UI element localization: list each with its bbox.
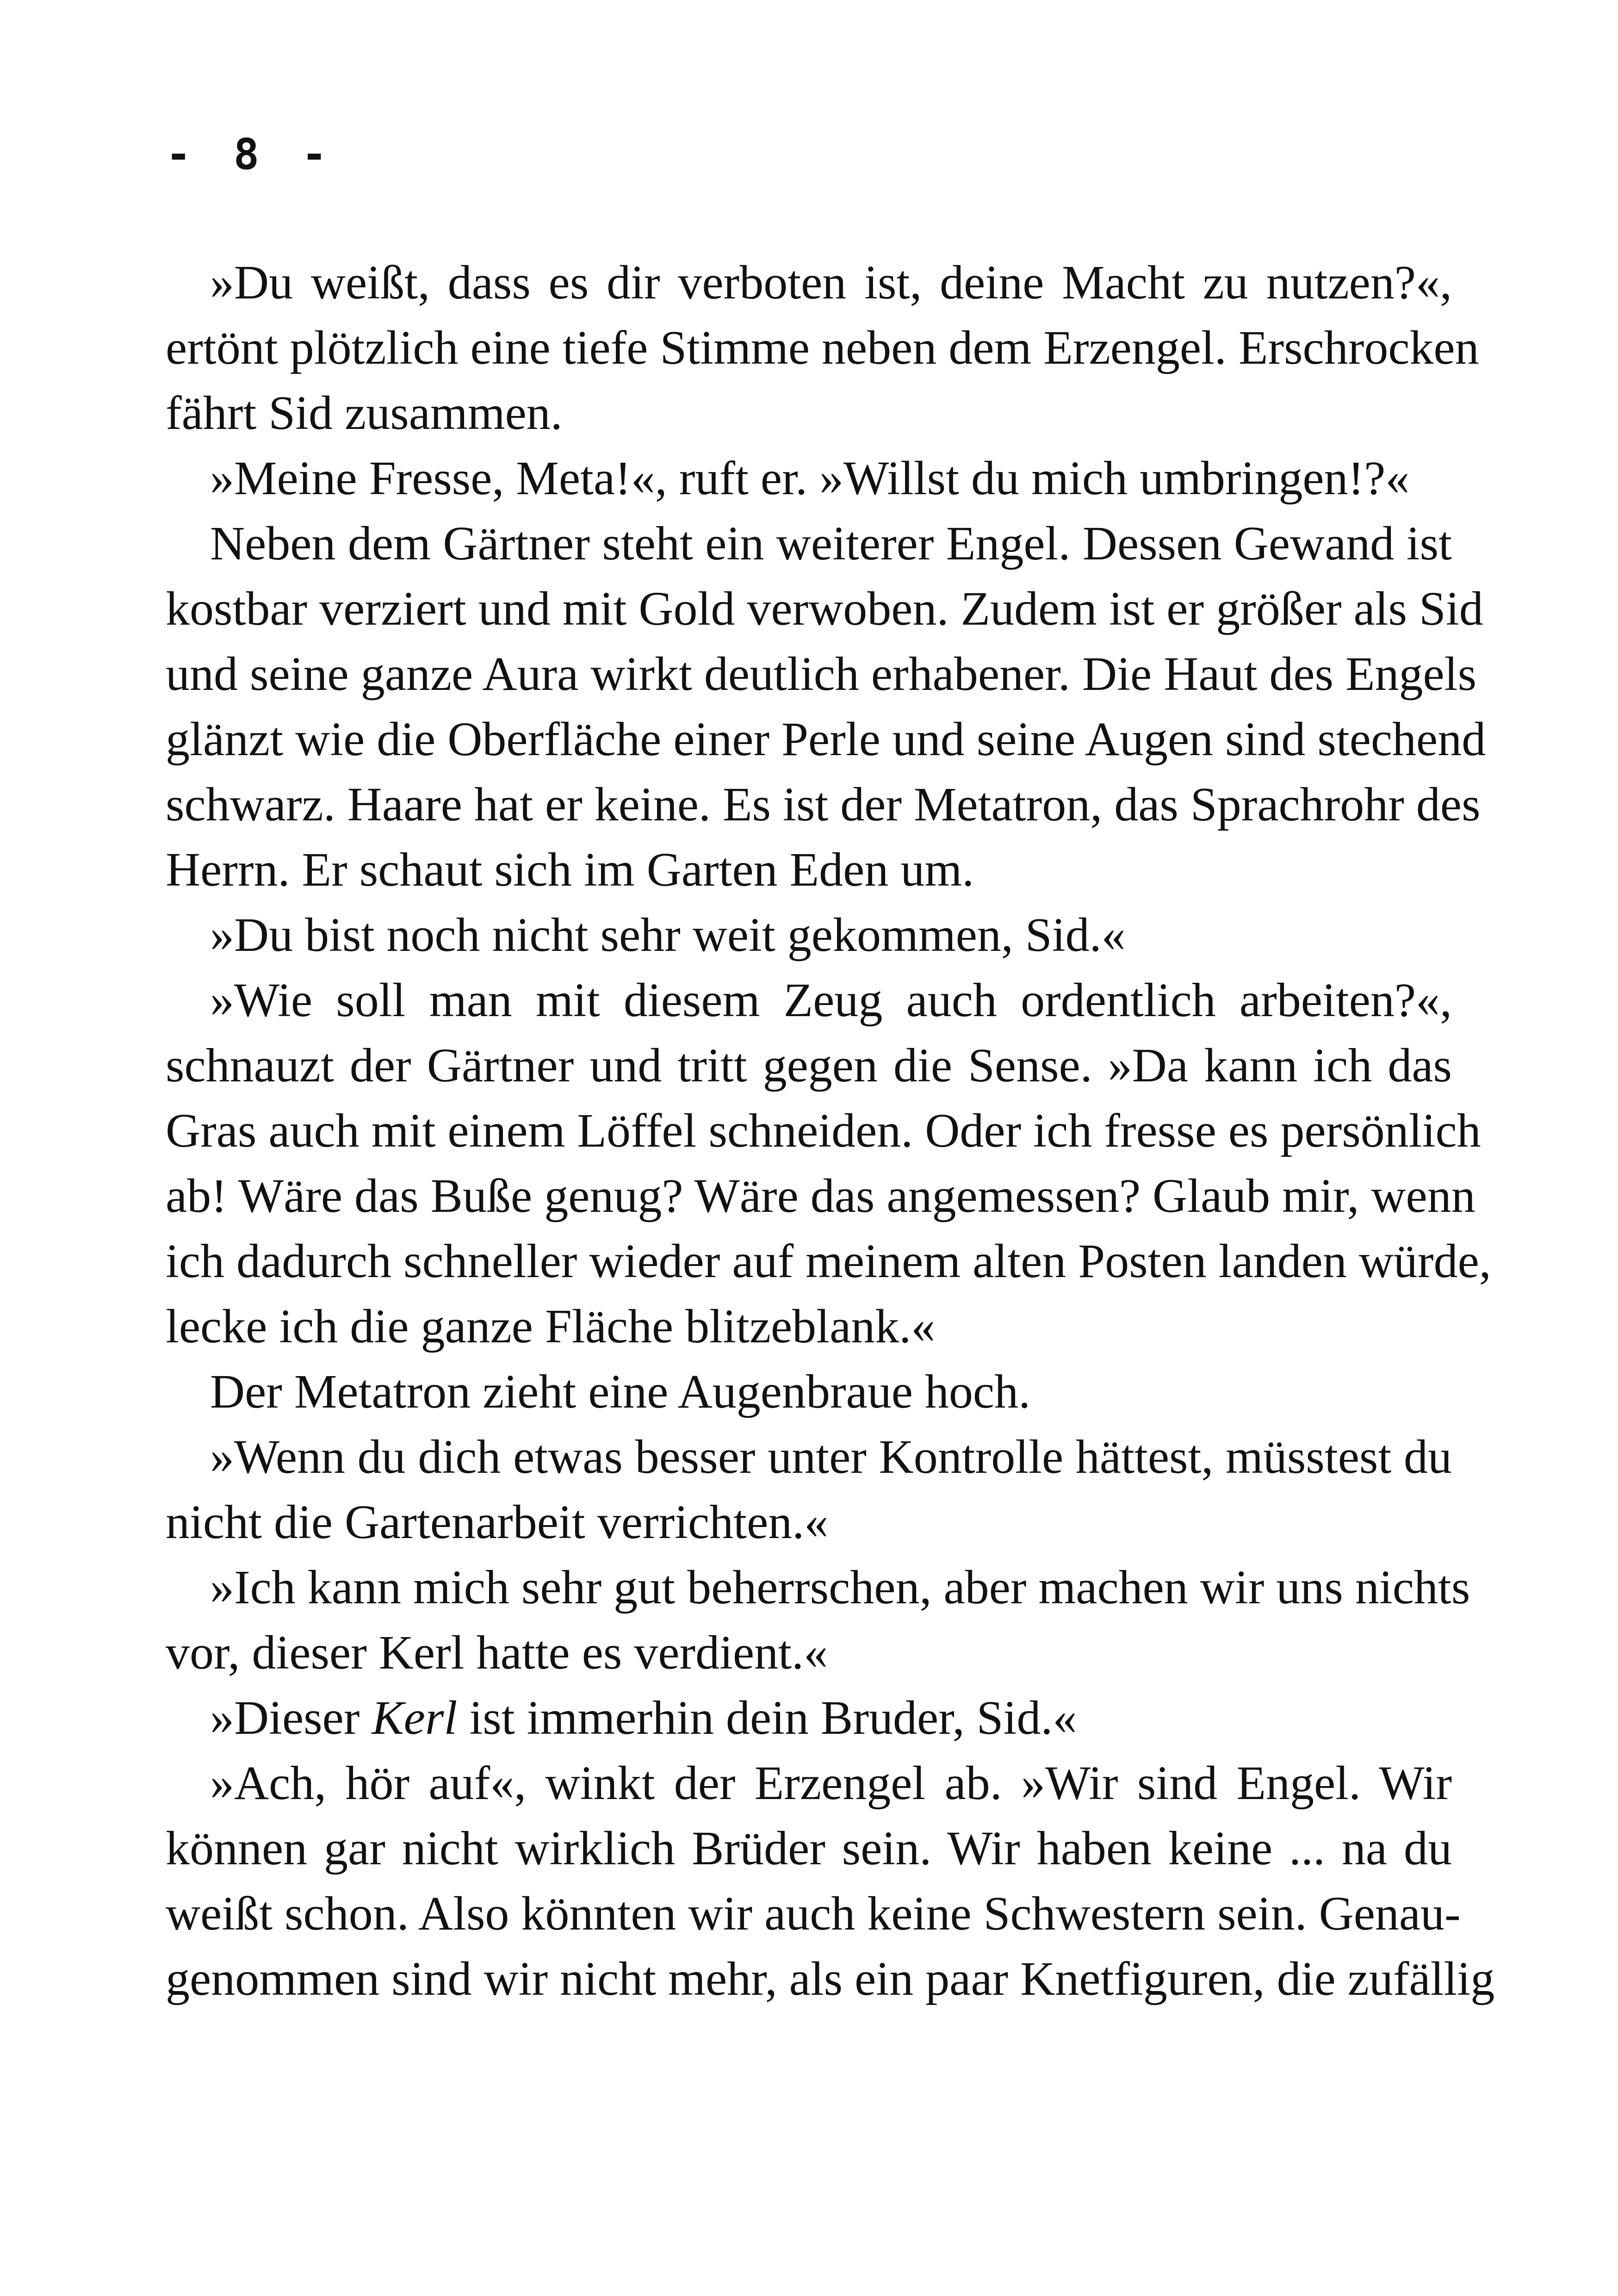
text-run: »Dieser [210, 1691, 372, 1744]
body-text [166, 250, 1495, 2011]
text-line: und seine ganze Aura wirkt deutlich erhabener. Die Haut des Engels [166, 647, 1477, 701]
text-line: Neben dem Gärtner steht ein weiterer Engel. Dessen Gewand ist [210, 517, 1452, 570]
text-line: »Ich kann mich sehr gut beherrschen, aber machen wir uns nichts [210, 1561, 1470, 1614]
text-line [166, 1685, 1452, 1750]
page-number: - 8 - [166, 130, 335, 179]
italic-word: Kerl [372, 1691, 458, 1744]
text-line: fährt Sid zusammen. [166, 386, 563, 440]
text-line: »Wie soll man mit diesem Zeug auch ordentlich arbeiten?«, [210, 974, 1452, 1027]
text-line: lecke ich die ganze Fläche blitzeblank.« [166, 1300, 936, 1353]
text-line: ertönt plötzlich eine tiefe Stimme neben dem Erzengel. Erschrocken [166, 321, 1479, 374]
text-line: schwarz. Haare hat er keine. Es ist der Metatron, das Sprachrohr des [166, 778, 1481, 831]
text-line: Der Metatron zieht eine Augenbraue hoch. [210, 1365, 1031, 1418]
text-line: »Wenn du dich etwas besser unter Kontrolle hättest, müsstest du [210, 1430, 1452, 1483]
text-line: »Du weißt, dass es dir verboten ist, deine Macht zu nutzen?«, [210, 256, 1452, 309]
text-line: Herrn. Er schaut sich im Garten Eden um. [166, 843, 974, 896]
text-line: vor, dieser Kerl hatte es verdient.« [166, 1626, 828, 1679]
text-line: nicht die Gartenarbeit verrichten.« [166, 1496, 829, 1549]
text-line: ab! Wäre das Buße genug? Wäre das angemessen? Glaub mir, wenn [166, 1169, 1475, 1222]
text-line: glänzt wie die Oberfläche einer Perle und seine Augen sind stechend [166, 713, 1486, 766]
text-line: schnauzt der Gärtner und tritt gegen die Sense. »Da kann ich das [166, 1039, 1452, 1092]
text-line: ich dadurch schneller wieder auf meinem alten Posten landen würde, [166, 1235, 1491, 1288]
text-run: ist immerhin dein Bruder, Sid.« [457, 1691, 1077, 1744]
text-line: genommen sind wir nicht mehr, als ein paar Knetfiguren, die zufällig [166, 1952, 1495, 2005]
text-line: weißt schon. Also könnten wir auch keine Schwestern sein. Genau- [166, 1887, 1461, 1940]
text-line: Gras auch mit einem Löffel schneiden. Oder ich fresse es persönlich [166, 1104, 1481, 1157]
text-line: können gar nicht wirklich Brüder sein. Wir haben keine ... na du [166, 1822, 1452, 1875]
text-line: »Meine Fresse, Meta!«, ruft er. »Willst du mich umbringen!?« [210, 452, 1410, 505]
text-line: »Du bist noch nicht sehr weit gekommen, Sid.« [210, 908, 1126, 962]
text-line: »Ach, hör auf«, winkt der Erzengel ab. »Wir sind Engel. Wir [210, 1756, 1452, 1810]
text-line: kostbar verziert und mit Gold verwoben. Zudem ist er größer als Sid [166, 582, 1483, 635]
